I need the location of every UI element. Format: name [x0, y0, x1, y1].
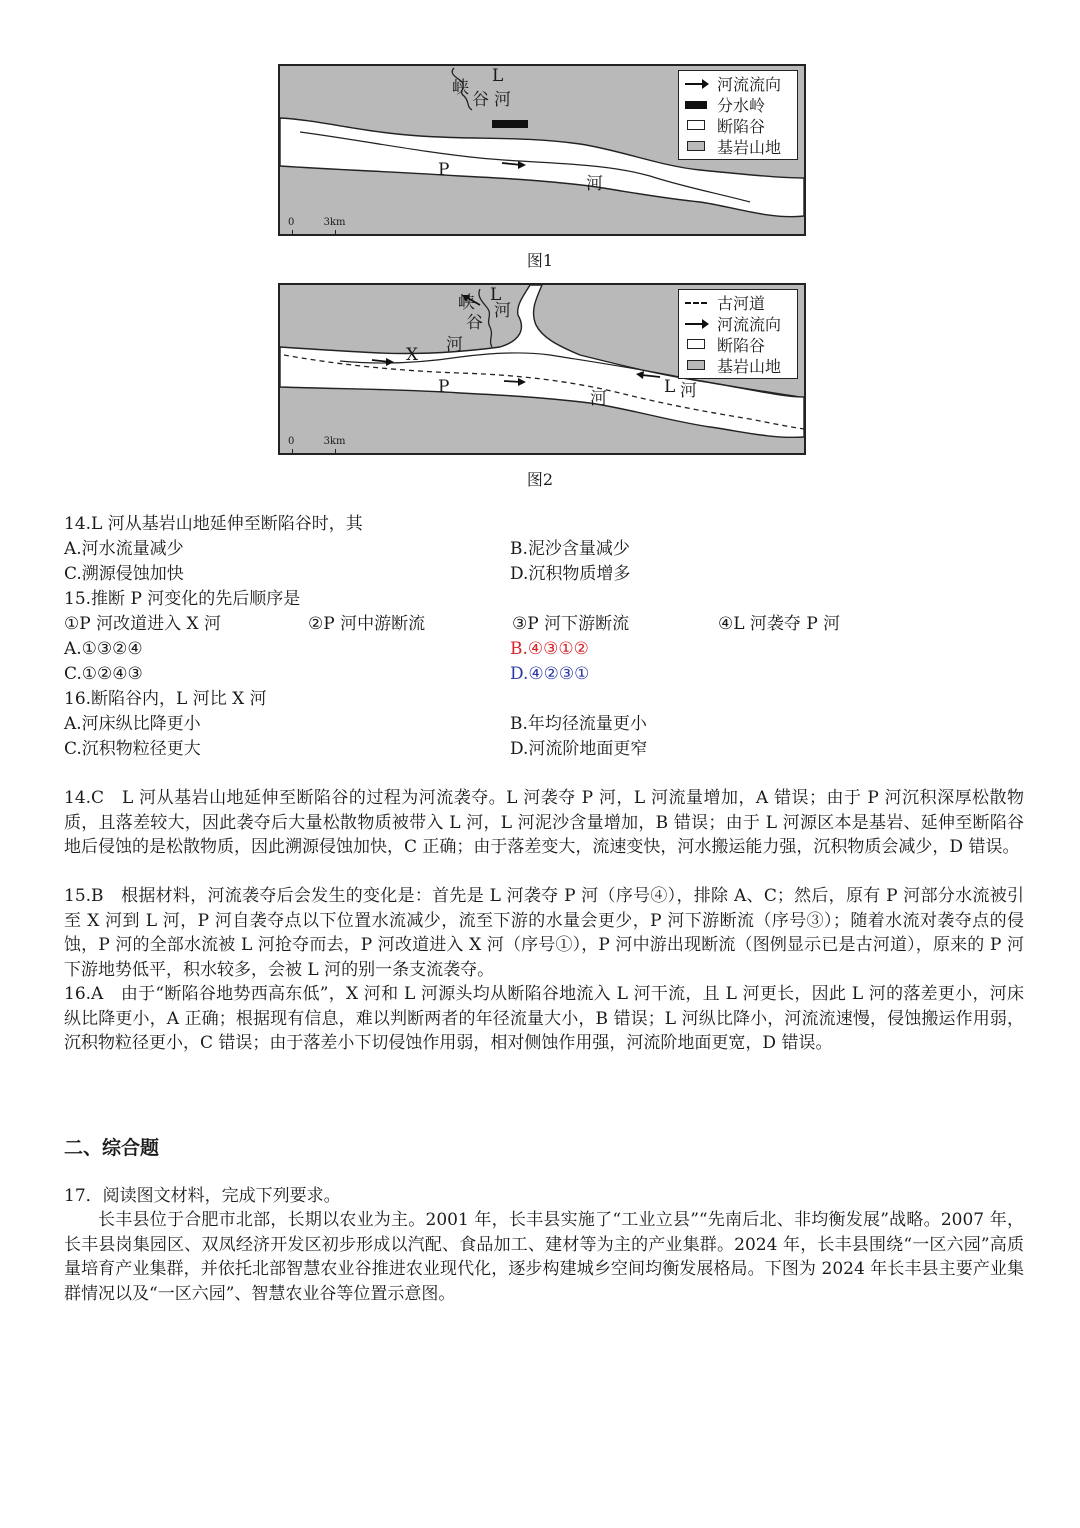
label-he-1: 河 — [494, 90, 511, 110]
answer-14: 14.C L 河从基岩山地延伸至断陷谷的过程为河流袭夺。L 河袭夺 P 河，L 河流量增加，A 错误；由于 P 河沉积深厚松散物质，且落差较大，因此袭夺后大量松散物质被带入 L 河，L 河泥沙含量增加，B 错误；由于 L 河源区本是基岩、延伸至断陷谷地后侵蚀的是松散物质，因此溯源侵蚀加快，C 正确；由于落差变大，流速变快，河水搬运能力强，沉积物质会减少，D 错误。 — [64, 788, 1024, 857]
scale-bar — [288, 217, 345, 228]
label-gu: 谷 — [466, 313, 483, 333]
statement-15-2: ②P 河中游断流 — [308, 614, 426, 634]
figure-1-legend — [678, 70, 798, 160]
label-he-2: 河 — [586, 174, 603, 194]
question-17-stem: 17．阅读图文材料，完成下列要求。 — [64, 1186, 341, 1206]
label-xia: 峡 — [458, 293, 475, 313]
statement-15-3: ③P 河下游断流 — [512, 614, 630, 634]
question-17-material: 长丰县位于合肥市北部，长期以农业为主。2001 年，长丰县实施了“工业立县”“先南后北、非均衡发展”战略。2007 年，长丰县岗集园区、双凤经济开发区初步形成以汽配、食品加工、建材等为主的产业集群。2024 年，长丰县围绕“一区六园”高质量培育产业集群，并依托北部智慧农业谷推进农业现代化，逐步构建城乡空间均衡发展格局。下图为 2024 年长丰县主要产业集群情况以及“一区六园”、智慧农业谷等位置示意图。 — [64, 1210, 1024, 1304]
label-he-2: 河 — [446, 335, 463, 355]
label-l: L — [492, 66, 504, 86]
label-p: P — [438, 160, 450, 180]
option-14-d: D.沉积物质增多 — [510, 564, 631, 584]
legend-item: 基岩山地 — [685, 136, 797, 157]
dashed-line-icon — [685, 297, 711, 309]
arrow-icon — [685, 78, 711, 90]
option-15-b: B.④③①② — [510, 639, 589, 659]
scale-zero: 0 — [288, 217, 295, 228]
label-he-3: 河 — [590, 389, 607, 409]
option-14-a: A.河水流量减少 — [64, 539, 184, 559]
scale-zero: 0 — [288, 436, 295, 447]
figure-1-map — [278, 64, 806, 236]
label-x: X — [406, 345, 419, 365]
section-title: 二、综合题 — [64, 1137, 160, 1159]
scale-bar — [288, 436, 345, 447]
figure-2-caption: 图2 — [526, 470, 554, 489]
legend-item: 断陷谷 — [685, 115, 797, 136]
figure-2-map — [278, 283, 806, 455]
option-14-c: C.溯源侵蚀加快 — [64, 564, 184, 584]
white-box-icon — [685, 339, 711, 351]
option-16-a: A.河床纵比降更小 — [64, 714, 201, 734]
option-15-d: D.④②③① — [510, 664, 590, 684]
label-l: L — [490, 285, 502, 305]
question-14-stem: 14.L 河从基岩山地延伸至断陷谷时，其 — [64, 514, 363, 534]
answer-15: 15.B 根据材料，河流袭夺后会发生的变化是：首先是 L 河袭夺 P 河（序号④），排除 A、C；然后，原有 P 河部分水流被引至 X 河到 L 河，P 河自袭夺点以下位置水流减少，流至下游的水量会更少，P 河下游断流（序号③）；随着水流对袭夺点的侵蚀，P 河的全部水流被 L 河抢夺而去，P 河改道进入 X 河（序号①），P 河中游出现断流（图例显示已是古河道），原来的 P 河下游地势低平，积水较多，会被 L 河的别一条支流袭夺。 — [64, 886, 1024, 980]
statement-15-1: ①P 河改道进入 X 河 — [64, 614, 221, 634]
question-16-stem: 16.断陷谷内，L 河比 X 河 — [64, 689, 267, 709]
option-15-a: A.①③②④ — [64, 639, 143, 659]
label-he-4: 河 — [680, 381, 697, 401]
legend-item: 古河道 — [685, 292, 797, 313]
white-box-icon — [685, 120, 711, 132]
statement-15-4: ④L 河袭夺 P 河 — [718, 614, 841, 634]
label-l2: L — [664, 377, 676, 397]
figure-1-caption: 图1 — [526, 251, 554, 270]
option-16-c: C.沉积物粒径更大 — [64, 739, 201, 759]
legend-item: 基岩山地 — [685, 355, 797, 376]
figure-2-legend — [678, 289, 798, 379]
legend-item: 河流流向 — [685, 313, 797, 334]
arrow-icon — [685, 318, 711, 330]
answer-16: 16.A 由于“断陷谷地势西高东低”，X 河和 L 河源头均从断陷谷地流入 L 河干流，且 L 河更长，因此 L 河的落差更小，河床纵比降更小，A 正确；根据现有信息，难以判断两者的年径流量大小，B 错误；L 河纵比降小，河流流速慢，侵蚀搬运作用弱，沉积物粒径更小，C 错误；由于落差小下切侵蚀作用弱，相对侧蚀作用强，河流阶地面更宽，D 错误。 — [64, 984, 1024, 1053]
label-p: P — [438, 377, 450, 397]
legend-item: 分水岭 — [685, 94, 797, 115]
option-16-b: B.年均径流量更小 — [510, 714, 647, 734]
scale-distance: 3km — [323, 217, 346, 228]
legend-item: 河流流向 — [685, 73, 797, 94]
legend-item: 断陷谷 — [685, 334, 797, 355]
option-16-d: D.河流阶地面更窄 — [510, 739, 648, 759]
label-he-1: 河 — [494, 301, 511, 321]
black-bar-icon — [685, 99, 711, 111]
gray-box-icon — [685, 360, 711, 372]
label-gu: 谷 — [472, 90, 489, 110]
option-15-c: C.①②④③ — [64, 664, 143, 684]
label-xia: 峡 — [452, 78, 469, 98]
gray-box-icon — [685, 141, 711, 153]
watershed-ridge — [492, 120, 528, 128]
option-14-b: B.泥沙含量减少 — [510, 539, 630, 559]
scale-distance: 3km — [323, 436, 346, 447]
question-15-stem: 15.推断 P 河变化的先后顺序是 — [64, 589, 301, 609]
